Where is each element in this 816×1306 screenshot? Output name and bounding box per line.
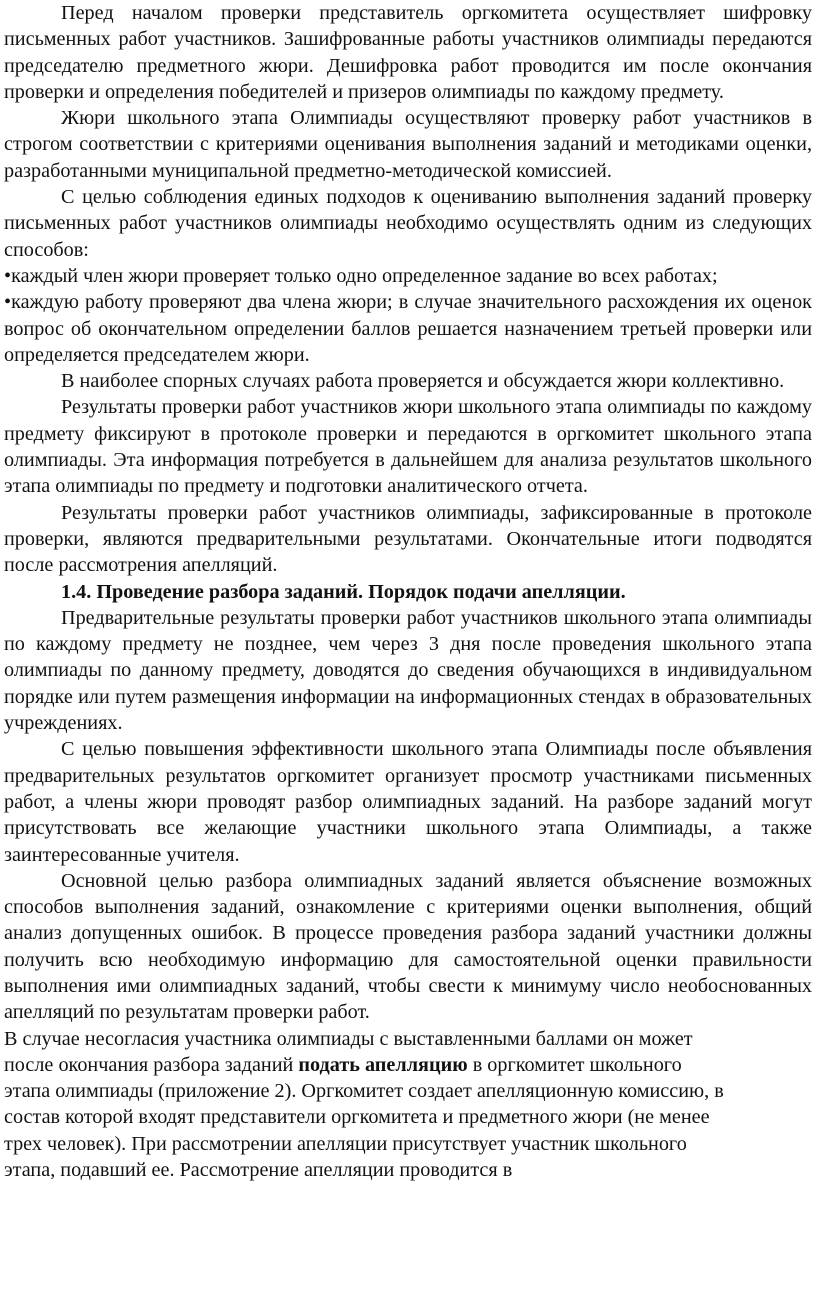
paragraph-disputed-cases: В наиболее спорных случаях работа проверяется и обсуждается жюри коллективно.	[61, 370, 785, 393]
paragraph-task-review: С целью повышения эффективности школьного этапа Олимпиады после объявления предварительных результатов оргкомитет организует просмотр участниками письменных работ, а члены жюри проводят разбор олимпиадных заданий. На разборе заданий могут присутствовать все желающие участники школьного этапа Олимпиады, а также заинтересованные учителя.	[4, 738, 812, 866]
paragraph-protocol: Результаты проверки работ участников жюри школьного этапа олимпиады по каждому предмету фиксируют в протоколе проверки и передаются в оргкомитет школьного этапа олимпиады. Эта информация потребуется в дальнейшем для анализа результатов школьного этапа олимпиады по предмету и подготовки аналитического отчета.	[4, 396, 812, 498]
section-heading: 1.4. Проведение разбора заданий. Порядок подачи апелляции.	[61, 580, 626, 603]
paragraph-preliminary-results: Результаты проверки работ участников олимпиады, зафиксированные в протоколе проверки, являются предварительными результатами. Окончательные итоги подводятся после рассмотрения апелляций.	[4, 501, 812, 577]
paragraph-encryption: Перед началом проверки представитель оргкомитета осуществляет шифровку письменных работ участников. Зашифрованные работы участников олимпиады передаются председателю предметного жюри. Дешифровка работ проводится им после окончания проверки и определения победителей и призеров олимпиады по каждому предмету.	[4, 2, 812, 103]
appeal-line: трех человек). При рассмотрении апелляции присутствует участник школьного	[4, 1132, 687, 1155]
paragraph-results-announcement: Предварительные результаты проверки работ участников школьного этапа олимпиады по каждому предмету не позднее, чем через 3 дня после проведения школьного этапа олимпиады по данному предмету, доводятся до сведения обучающихся в индивидуальном порядке или путем размещения информации на информационных стендах в образовательных учреждениях.	[4, 606, 812, 735]
bullet-item-one-task: •каждый член жюри проверяет только одно определенное задание во всех работах;	[4, 264, 718, 287]
appeal-line: состав которой входят представители оргкомитета и предметного жюри (не менее	[4, 1106, 710, 1129]
bullet-item-two-members: •каждую работу проверяют два члена жюри; в случае значительного расхождения их оценок вопрос об окончательном определении баллов решается назначением третьей проверки или определяется председателем жюри.	[4, 291, 812, 366]
appeal-text: после окончания разбора заданий	[4, 1053, 299, 1076]
appeal-line: этапа олимпиады (приложение 2). Оргкомитет создает апелляционную комиссию, в	[4, 1080, 724, 1103]
appeal-line: этапа, подавший ее. Рассмотрение апелляции проводится в	[4, 1159, 513, 1182]
appeal-text: в оргкомитет школьного	[467, 1053, 682, 1076]
paragraph-methods-intro: С целью соблюдения единых подходов к оцениванию выполнения заданий проверку письменных работ участников олимпиады необходимо осуществлять одним из следующих способов:	[4, 186, 812, 261]
appeal-line	[4, 1052, 812, 1078]
paragraph-review-goal: Основной целью разбора олимпиадных заданий является объяснение возможных способов выполнения заданий, ознакомление с критериями оценки выполнения, общий анализ допущенных ошибок. В процессе проведения разбора заданий участники должны получить всю необходимую информацию для самостоятельной оценки правильности выполнения ими олимпиадных заданий, чтобы свести к минимуму число необоснованных апелляций по результатам проверки работ.	[4, 869, 812, 1024]
paragraph-jury-check: Жюри школьного этапа Олимпиады осуществляют проверку работ участников в строгом соответствии с критериями оценивания выполнения заданий и методиками оценки, разработанными муниципальной предметно-методической комиссией.	[4, 107, 812, 182]
appeal-emphasis: подать апелляцию	[298, 1053, 468, 1076]
appeal-line: В случае несогласия участника олимпиады с выставленными баллами он может	[4, 1027, 693, 1050]
paragraph-appeal	[4, 1026, 812, 1184]
